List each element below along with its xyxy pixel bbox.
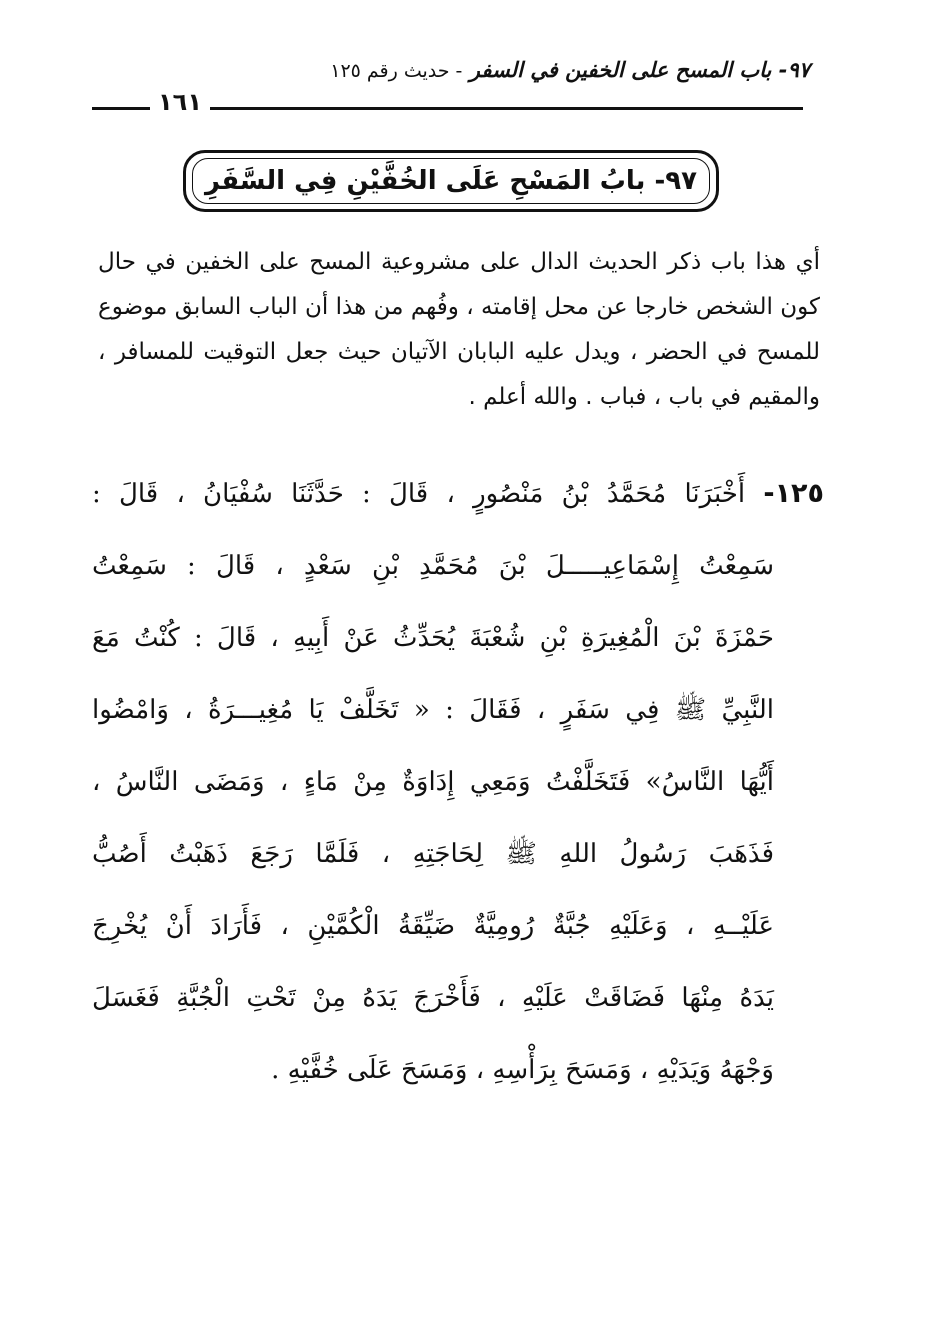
hadith-line: عَلَيْــهِ ، وَعَلَيْهِ جُبَّةٌ رُومِيَّةٌ ضَيِّقَةُ الْكُمَّيْنِ ، فَأَرَادَ أَنْ يُخْرِجَ xyxy=(92,911,774,941)
hadith-line: وَجْهَهُ وَيَدَيْهِ ، وَمَسَحَ بِرَأْسِهِ ، وَمَسَحَ عَلَى خُفَّيْهِ . xyxy=(271,1055,774,1085)
running-header xyxy=(300,58,810,82)
page-number: ١٦١ xyxy=(158,88,202,116)
chapter-introduction: أي هذا باب ذكر الحديث الدال على مشروعية المسح على الخفين في حال كون الشخص خارجا عن محل إقامته ، وفُهم من هذا أن الباب السابق موضوع للمسح في الحضر ، ويدل عليه البابان الآتيان حيث جعل التوقيت للمسافر ، والمقيم في باب ، فباب . والله أعلم . xyxy=(98,249,820,410)
hadith-line: يَدَهُ مِنْهَا فَضَاقَتْ عَلَيْهِ ، فَأَخْرَجَ يَدَهُ مِنْ تَحْتِ الْجُبَّةِ فَغَسَلَ xyxy=(92,983,774,1013)
hadith-line: حَمْزَةَ بْنَ الْمُغِيرَةِ بْنِ شُعْبَةَ يُحَدِّثُ عَنْ أَبِيهِ ، قَالَ : كُنْتُ مَعَ xyxy=(92,623,774,653)
hadith-number: ١٢٥- xyxy=(763,478,825,509)
hadith-line: النَّبِيِّ ﷺ فِي سَفَرٍ ، فَقَالَ : « تَخَلَّفْ يَا مُغِيـــرَةُ ، وَامْضُوا xyxy=(92,695,774,725)
running-header-hadith-ref: - حديث رقم ١٢٥ xyxy=(330,60,463,82)
hadith-line: فَذَهَبَ رَسُولُ اللهِ ﷺ لِحَاجَتِهِ ، فَلَمَّا رَجَعَ ذَهَبْتُ أَصُبُّ xyxy=(92,839,774,869)
chapter-title-box xyxy=(183,150,719,212)
header-rule-left xyxy=(92,107,150,110)
hadith-line xyxy=(92,458,824,530)
chapter-title: ٩٧- بابُ المَسْحِ عَلَى الخُفَّيْنِ فِي السَّفَرِ xyxy=(192,158,710,204)
header-rule-right xyxy=(210,107,803,110)
running-header-chapter: ٩٧- باب المسح على الخفين في السفر xyxy=(469,58,810,82)
hadith-line-text: أَخْبَرَنَا مُحَمَّدُ بْنُ مَنْصُورٍ ، قَالَ : حَدَّثَنَا سُفْيَانُ ، قَالَ : xyxy=(92,479,746,509)
hadith-line: سَمِعْتُ إِسْمَاعِيـــــلَ بْنَ مُحَمَّدِ بْنِ سَعْدٍ ، قَالَ : سَمِعْتُ xyxy=(92,551,774,581)
hadith-block xyxy=(92,458,824,1106)
hadith-line: أَيُّهَا النَّاسُ» فَتَخَلَّفْتُ وَمَعِي إِدَاوَةٌ مِنْ مَاءٍ ، وَمَضَى النَّاسُ ، xyxy=(92,767,774,797)
